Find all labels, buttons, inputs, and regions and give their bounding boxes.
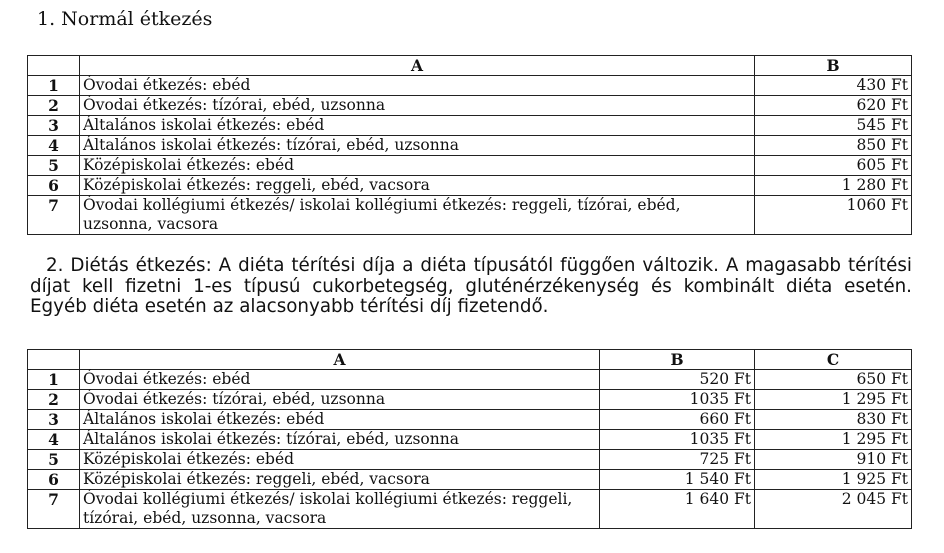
meal-description: Óvodai étkezés: ebéd [80, 76, 755, 96]
meal-description: Általános iskolai étkezés: tízórai, ebéd, uzsonna [80, 136, 755, 156]
row-number: 7 [28, 490, 80, 529]
lower-fee-amount: 1 640 Ft [600, 490, 755, 529]
row-number: 2 [28, 390, 80, 410]
table-row [28, 370, 912, 390]
table-row [28, 176, 912, 196]
higher-fee-amount: 910 Ft [755, 450, 912, 470]
fee-amount: 605 Ft [755, 156, 912, 176]
fee-amount: 1 280 Ft [755, 176, 912, 196]
row-number: 4 [28, 136, 80, 156]
fee-amount: 1060 Ft [755, 196, 912, 235]
column-header-number [28, 56, 80, 76]
row-number: 1 [28, 76, 80, 96]
meal-description: Óvodai étkezés: tízórai, ebéd, uzsonna [80, 96, 755, 116]
table-row [28, 136, 912, 156]
higher-fee-amount: 650 Ft [755, 370, 912, 390]
meal-description: Általános iskolai étkezés: ebéd [80, 410, 600, 430]
diet-meal-paragraph: 2. Diétás étkezés: A diéta térítési díja a diéta típusától függően változik. A magasabb térítési díjat kell fizetni 1-es típusú cukorbetegség, gluténérzékenység és kombinált diéta esetén. Egyéb diéta esetén az alacsonyabb térítési díj fizetendő. [30, 255, 912, 317]
table-row [28, 76, 912, 96]
lower-fee-amount: 660 Ft [600, 410, 755, 430]
meal-description: Általános iskolai étkezés: tízórai, ebéd, uzsonna [80, 430, 600, 450]
normal-meal-fee-table [27, 55, 912, 235]
table-row [28, 430, 912, 450]
row-number: 3 [28, 410, 80, 430]
meal-description: Óvodai étkezés: ebéd [80, 370, 600, 390]
lower-fee-amount: 725 Ft [600, 450, 755, 470]
meal-description: Óvodai étkezés: tízórai, ebéd, uzsonna [80, 390, 600, 410]
meal-description: Középiskolai étkezés: reggeli, ebéd, vacsora [80, 470, 600, 490]
higher-fee-amount: 1 925 Ft [755, 470, 912, 490]
meal-description: Óvodai kollégiumi étkezés/ iskolai kollégiumi étkezés: reggeli, tízórai, ebéd, uzsonna, vacsora [80, 196, 755, 235]
row-number: 3 [28, 116, 80, 136]
row-number: 5 [28, 450, 80, 470]
higher-fee-amount: 1 295 Ft [755, 390, 912, 410]
meal-description: Középiskolai étkezés: ebéd [80, 450, 600, 470]
row-number: 6 [28, 470, 80, 490]
meal-description: Középiskolai étkezés: ebéd [80, 156, 755, 176]
table-row [28, 156, 912, 176]
higher-fee-amount: 1 295 Ft [755, 430, 912, 450]
column-header-b: B [755, 56, 912, 76]
lower-fee-amount: 1 540 Ft [600, 470, 755, 490]
table-row [28, 490, 912, 529]
diet-meal-fee-table [27, 349, 912, 529]
table-row [28, 390, 912, 410]
fee-amount: 620 Ft [755, 96, 912, 116]
higher-fee-amount: 830 Ft [755, 410, 912, 430]
row-number: 7 [28, 196, 80, 235]
row-number: 6 [28, 176, 80, 196]
lower-fee-amount: 520 Ft [600, 370, 755, 390]
table-row [28, 96, 912, 116]
meal-description: Középiskolai étkezés: reggeli, ebéd, vacsora [80, 176, 755, 196]
fee-amount: 430 Ft [755, 76, 912, 96]
lower-fee-amount: 1035 Ft [600, 430, 755, 450]
row-number: 1 [28, 370, 80, 390]
column-header-a: A [80, 350, 600, 370]
table-header-row [28, 350, 912, 370]
row-number: 5 [28, 156, 80, 176]
table-row [28, 196, 912, 235]
row-number: 2 [28, 96, 80, 116]
table-row [28, 450, 912, 470]
table-header-row [28, 56, 912, 76]
table-row [28, 470, 912, 490]
section1-heading: 1. Normál étkezés [37, 8, 213, 30]
fee-amount: 850 Ft [755, 136, 912, 156]
higher-fee-amount: 2 045 Ft [755, 490, 912, 529]
lower-fee-amount: 1035 Ft [600, 390, 755, 410]
meal-description: Óvodai kollégiumi étkezés/ iskolai kollégiumi étkezés: reggeli, tízórai, ebéd, uzsonna, vacsora [80, 490, 600, 529]
column-header-a: A [80, 56, 755, 76]
fee-amount: 545 Ft [755, 116, 912, 136]
row-number: 4 [28, 430, 80, 450]
column-header-number [28, 350, 80, 370]
table-row [28, 410, 912, 430]
column-header-b: B [600, 350, 755, 370]
column-header-c: C [755, 350, 912, 370]
meal-description: Általános iskolai étkezés: ebéd [80, 116, 755, 136]
table-row [28, 116, 912, 136]
